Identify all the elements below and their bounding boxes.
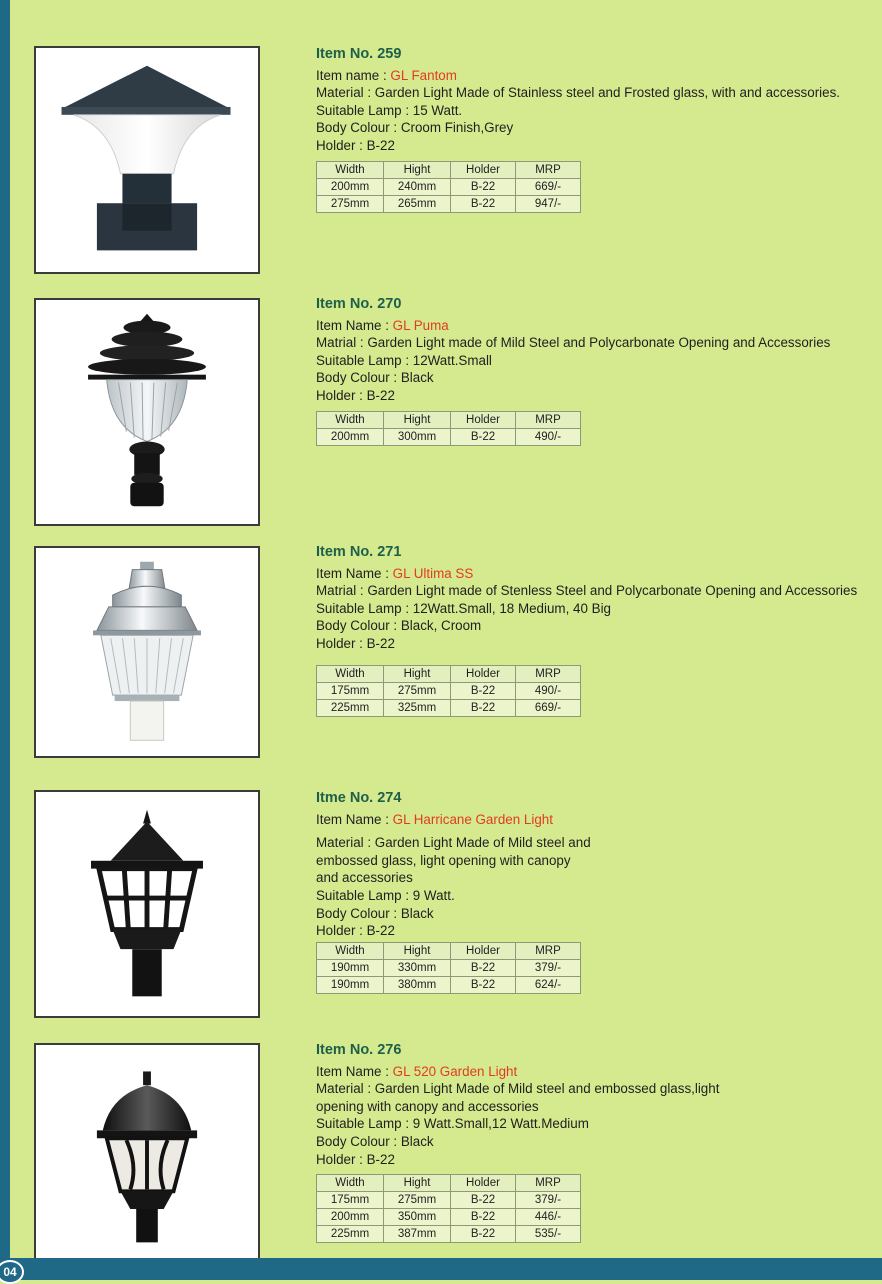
gl520-lamp-image	[36, 1045, 258, 1259]
page-number: 04	[0, 1260, 24, 1284]
table-row	[317, 699, 581, 716]
item-block-276	[316, 1042, 856, 1243]
cell-mrp: 624/-	[516, 976, 581, 993]
cell-holder: B-22	[451, 959, 516, 976]
item-name-value: GL Puma	[392, 317, 449, 333]
item-name-line	[316, 67, 856, 85]
item-block-271	[316, 544, 856, 717]
header-mrp: MRP	[516, 161, 581, 178]
item-name-label: Item Name :	[316, 565, 393, 581]
cell-holder: B-22	[451, 428, 516, 445]
cell-width: 190mm	[317, 959, 384, 976]
cell-mrp: 490/-	[516, 428, 581, 445]
spec-table	[316, 942, 581, 994]
header-mrp: MRP	[516, 665, 581, 682]
material-line: Material : Garden Light Made of Mild steel and embossed glass, light opening with canopy and accessories	[316, 835, 591, 886]
item-name-line	[316, 565, 856, 583]
cell-width: 175mm	[317, 682, 384, 699]
header-width: Width	[317, 411, 384, 428]
holder-line: Holder : B-22	[316, 923, 395, 939]
header-holder: Holder	[451, 1175, 516, 1192]
item-name-line	[316, 811, 856, 829]
cell-mrp: 669/-	[516, 178, 581, 195]
table-row	[317, 1192, 581, 1209]
table-header-row	[317, 665, 581, 682]
body-colour-line: Body Colour : Croom Finish,Grey	[316, 120, 514, 136]
lamp-line: Suitable Lamp : 9 Watt.	[316, 887, 455, 903]
header-mrp: MRP	[516, 942, 581, 959]
cell-hight: 350mm	[384, 1209, 451, 1226]
holder-line: Holder : B-22	[316, 137, 395, 153]
header-hight: Hight	[384, 665, 451, 682]
fantom-lamp-image	[36, 48, 258, 272]
cell-hight: 330mm	[384, 959, 451, 976]
cell-mrp: 535/-	[516, 1226, 581, 1243]
item-block-274	[316, 790, 856, 994]
holder-line: Holder : B-22	[316, 635, 395, 651]
item-block-259	[316, 46, 856, 213]
cell-width: 200mm	[317, 428, 384, 445]
table-row	[317, 1209, 581, 1226]
cell-mrp: 446/-	[516, 1209, 581, 1226]
spec-table	[316, 411, 581, 446]
body-colour-line: Body Colour : Black	[316, 1133, 434, 1149]
material-line: Material : Garden Light Made of Mild steel and embossed glass,light opening with canopy and accessories	[316, 1081, 720, 1114]
material-line: Matrial : Garden Light made of Mild Steel and Polycarbonate Opening and Accessories	[316, 335, 831, 351]
body-colour-line: Body Colour : Black	[316, 905, 434, 921]
item-name-label: Item Name :	[316, 811, 393, 827]
item-name-label: Item Name :	[316, 317, 393, 333]
item-name-value: GL Ultima SS	[392, 565, 474, 581]
cell-width: 225mm	[317, 1226, 384, 1243]
table-header-row	[317, 1175, 581, 1192]
item-name-value: GL Harricane Garden Light	[392, 811, 553, 827]
spec-table	[316, 1174, 581, 1243]
holder-line: Holder : B-22	[316, 1151, 395, 1167]
cell-holder: B-22	[451, 699, 516, 716]
item-name-label: Item Name :	[316, 1063, 393, 1079]
cell-mrp: 379/-	[516, 1192, 581, 1209]
table-header-row	[317, 942, 581, 959]
item-name-line	[316, 1063, 856, 1081]
puma-lamp-image	[36, 300, 258, 524]
cell-width: 225mm	[317, 699, 384, 716]
table-row	[317, 682, 581, 699]
cell-hight: 275mm	[384, 682, 451, 699]
header-width: Width	[317, 942, 384, 959]
item-number: Itme No. 274	[316, 790, 402, 806]
header-holder: Holder	[451, 411, 516, 428]
product-photo-520	[34, 1043, 260, 1259]
cell-hight: 265mm	[384, 195, 451, 212]
table-header-row	[317, 411, 581, 428]
header-holder: Holder	[451, 161, 516, 178]
table-row	[317, 959, 581, 976]
ultima-lamp-image	[36, 548, 258, 756]
header-holder: Holder	[451, 942, 516, 959]
table-row	[317, 1226, 581, 1243]
item-name-line	[316, 317, 856, 335]
header-width: Width	[317, 161, 384, 178]
lamp-line: Suitable Lamp : 12Watt.Small, 18 Medium, 40 Big	[316, 600, 611, 616]
spec-table	[316, 161, 581, 213]
cell-width: 200mm	[317, 1209, 384, 1226]
cell-holder: B-22	[451, 976, 516, 993]
left-edge-bar	[0, 0, 10, 1280]
body-colour-line: Body Colour : Black, Croom	[316, 618, 482, 634]
cell-hight: 275mm	[384, 1192, 451, 1209]
cell-holder: B-22	[451, 178, 516, 195]
lamp-line: Suitable Lamp : 15 Watt.	[316, 102, 463, 118]
header-mrp: MRP	[516, 1175, 581, 1192]
bottom-band	[0, 1258, 882, 1280]
item-number: Item No. 271	[316, 544, 402, 560]
table-row	[317, 428, 581, 445]
product-photo-ultima	[34, 546, 260, 758]
body-colour-line: Body Colour : Black	[316, 370, 434, 386]
cell-width: 275mm	[317, 195, 384, 212]
material-line: Material : Garden Light Made of Stainless steel and Frosted glass, with and accessories.	[316, 85, 840, 101]
cell-holder: B-22	[451, 1209, 516, 1226]
cell-mrp: 490/-	[516, 682, 581, 699]
cell-holder: B-22	[451, 1192, 516, 1209]
material-line: Matrial : Garden Light made of Stenless Steel and Polycarbonate Opening and Accessories	[316, 583, 858, 599]
cell-holder: B-22	[451, 1226, 516, 1243]
lamp-line: Suitable Lamp : 9 Watt.Small,12 Watt.Medium	[316, 1116, 589, 1132]
item-number: Item No. 270	[316, 296, 402, 312]
item-number: Item No. 259	[316, 46, 402, 62]
header-hight: Hight	[384, 161, 451, 178]
cell-hight: 325mm	[384, 699, 451, 716]
cell-hight: 387mm	[384, 1226, 451, 1243]
harricane-lamp-image	[36, 792, 258, 1016]
item-name-label: Item name :	[316, 67, 391, 83]
holder-line: Holder : B-22	[316, 387, 395, 403]
cell-holder: B-22	[451, 195, 516, 212]
table-row	[317, 976, 581, 993]
cell-width: 200mm	[317, 178, 384, 195]
header-hight: Hight	[384, 942, 451, 959]
lamp-line: Suitable Lamp : 12Watt.Small	[316, 352, 492, 368]
item-block-270	[316, 296, 856, 446]
cell-hight: 300mm	[384, 428, 451, 445]
cell-width: 190mm	[317, 976, 384, 993]
spec-table	[316, 665, 581, 717]
cell-holder: B-22	[451, 682, 516, 699]
cell-mrp: 379/-	[516, 959, 581, 976]
header-width: Width	[317, 665, 384, 682]
header-width: Width	[317, 1175, 384, 1192]
item-name-value: GL Fantom	[390, 67, 457, 83]
header-hight: Hight	[384, 1175, 451, 1192]
table-header-row	[317, 161, 581, 178]
header-hight: Hight	[384, 411, 451, 428]
table-row	[317, 195, 581, 212]
cell-hight: 380mm	[384, 976, 451, 993]
product-photo-harricane	[34, 790, 260, 1018]
cell-mrp: 947/-	[516, 195, 581, 212]
product-photo-puma	[34, 298, 260, 526]
cell-width: 175mm	[317, 1192, 384, 1209]
item-name-value: GL 520 Garden Light	[392, 1063, 518, 1079]
product-photo-fantom	[34, 46, 260, 274]
cell-hight: 240mm	[384, 178, 451, 195]
header-mrp: MRP	[516, 411, 581, 428]
item-number: Item No. 276	[316, 1042, 402, 1058]
table-row	[317, 178, 581, 195]
cell-mrp: 669/-	[516, 699, 581, 716]
header-holder: Holder	[451, 665, 516, 682]
